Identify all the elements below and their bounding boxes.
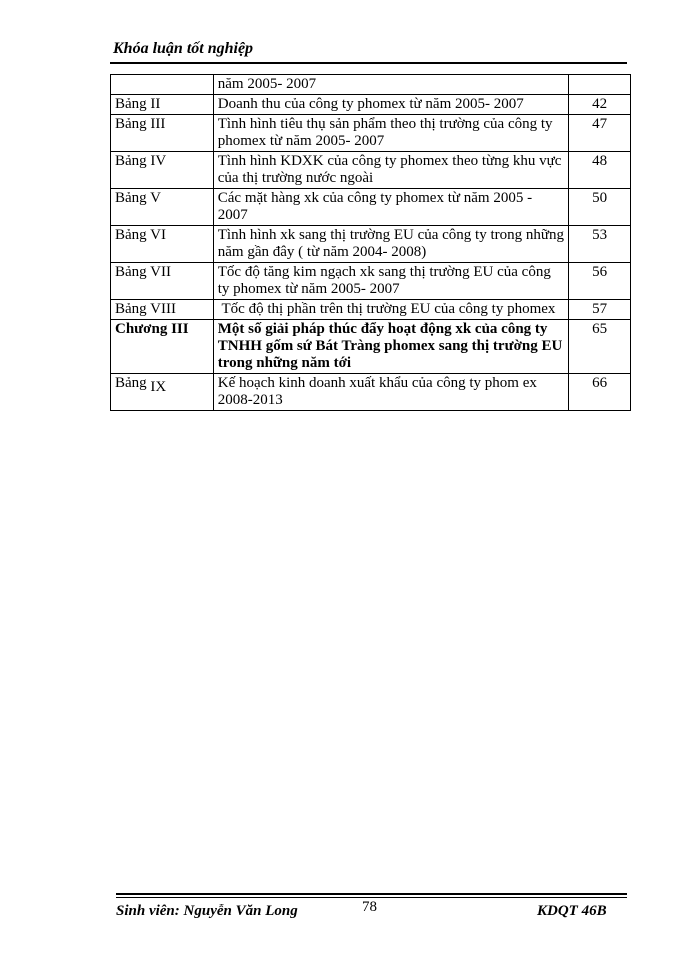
toc-page: 42 [569,95,631,115]
toc-label [111,374,214,411]
toc-title: Kế hoạch kinh doanh xuất khẩu của công ty phom ex 2008-2013 [213,374,568,411]
table-row [111,300,631,320]
toc-page: 48 [569,152,631,189]
footer-page-number: 78 [362,899,377,915]
toc-title: Tốc độ tăng kim ngạch xk sang thị trường EU của công ty phomex từ năm 2005- 2007 [213,263,568,300]
toc-title: Tình hình KDXK của công ty phomex theo từng khu vực của thị trường nước ngoài [213,152,568,189]
toc-label: Bảng II [111,95,214,115]
toc-title: Tốc độ thị phần trên thị trường EU của công ty phomex [213,300,568,320]
toc-page: 65 [569,320,631,374]
toc-page: 50 [569,189,631,226]
toc-title: Một số giải pháp thúc đẩy hoạt động xk của công ty TNHH gốm sứ Bát Tràng phomex sang thị trường EU trong những năm tới [213,320,568,374]
toc-title: Doanh thu của công ty phomex từ năm 2005- 2007 [213,95,568,115]
toc-label: Bảng VII [111,263,214,300]
table-row [111,152,631,189]
toc-label-main: Bảng [115,375,147,391]
table-row [111,226,631,263]
footer-student: Sinh viên: Nguyễn Văn Long [116,903,298,919]
toc-label-sub: IX [150,379,167,395]
toc-title: Tình hình xk sang thị trường EU của công ty trong những năm gần đây ( từ năm 2004- 2008) [213,226,568,263]
footer-class-code: KDQT 46B [537,903,607,919]
toc-page [569,75,631,95]
table-row [111,263,631,300]
table-of-contents [110,74,631,411]
table-row [111,75,631,95]
toc-title: năm 2005- 2007 [213,75,568,95]
header-title: Khóa luận tốt nghiệp [113,40,254,57]
table-row [111,374,631,411]
table-row [111,320,631,374]
table-row [111,95,631,115]
toc-page: 47 [569,115,631,152]
footer-rule [116,897,627,898]
toc-title: Các mặt hàng xk của công ty phomex từ năm 2005 - 2007 [213,189,568,226]
toc-label: Bảng III [111,115,214,152]
toc-title: Tình hình tiêu thụ sản phẩm theo thị trường của công ty phomex từ năm 2005- 2007 [213,115,568,152]
footer-rule [116,893,627,895]
toc-label: Bảng VI [111,226,214,263]
toc-label: Bảng VIII [111,300,214,320]
toc-label [111,75,214,95]
toc-page: 53 [569,226,631,263]
toc-label: Chương III [111,320,214,374]
toc-page: 66 [569,374,631,411]
toc-page: 56 [569,263,631,300]
toc-label: Bảng IV [111,152,214,189]
table-row [111,115,631,152]
header-rule [110,62,627,64]
toc-label: Bảng V [111,189,214,226]
table-row [111,189,631,226]
toc-page: 57 [569,300,631,320]
